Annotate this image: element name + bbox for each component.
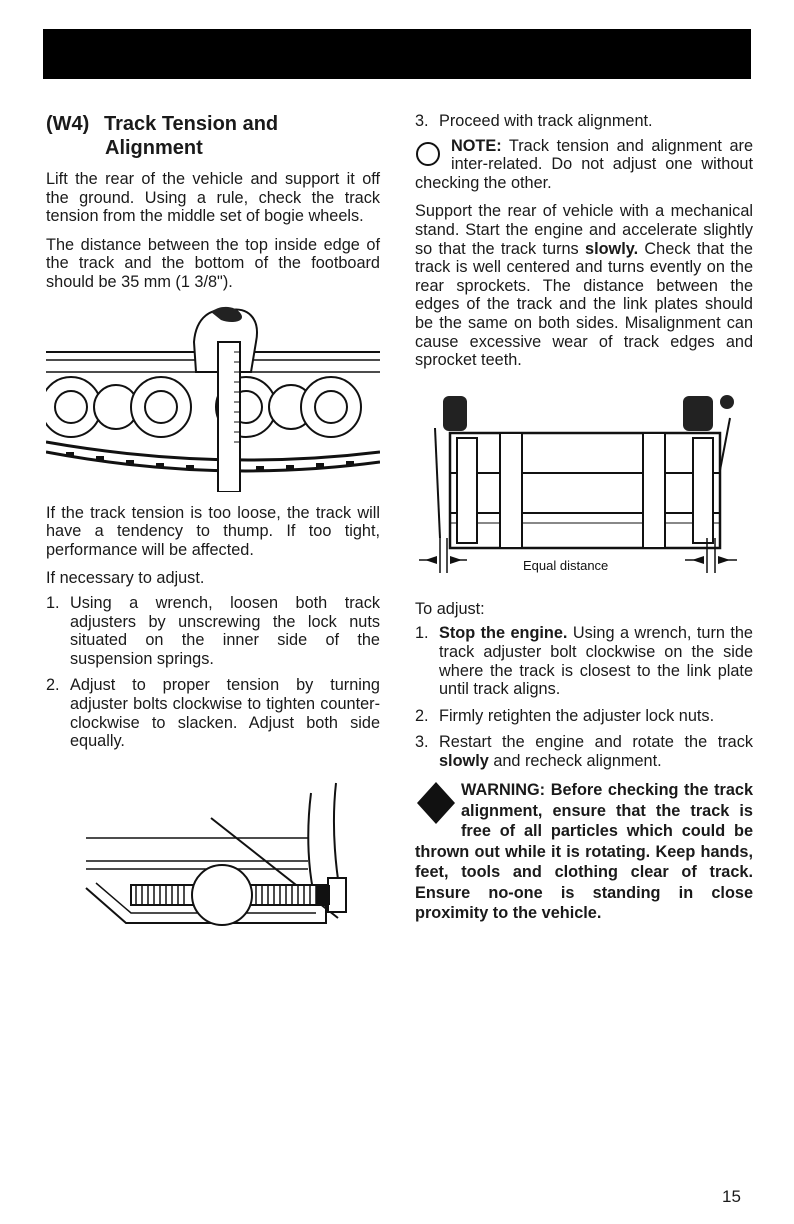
list-item: 1. Stop the engine. Using a wrench, turn the track adjuster bolt clockwise on the side where the track is closest to the link plate until track aligns.	[415, 624, 753, 699]
left-column	[46, 112, 380, 963]
paragraph-tension-effects: If the track tension is too loose, the track will have a tendency to thump. If too tight, performance will be affected.	[46, 503, 380, 559]
header-bar	[43, 29, 751, 79]
note-block	[415, 137, 753, 193]
paragraph-to-adjust: To adjust:	[415, 599, 485, 618]
adjust-steps-list	[46, 594, 380, 751]
right-column	[415, 112, 753, 924]
track-adjuster-bolt-illustration	[46, 773, 380, 963]
alignment-steps-list	[415, 624, 753, 770]
list-item: 3. Restart the engine and rotate the track slowly and recheck alignment.	[415, 733, 753, 770]
section-title-line2: Alignment	[105, 137, 203, 159]
section-heading	[46, 112, 380, 160]
step3-list	[415, 112, 753, 131]
track-tension-measurement-illustration	[46, 302, 380, 492]
section-title-line1: Track Tension and	[104, 113, 279, 135]
equal-distance-label: Equal distance	[523, 557, 609, 573]
list-item: 3. Proceed with track alignment.	[415, 112, 653, 130]
warning-text: WARNING: Before checking the track alignment, ensure that the track is free of all particles which could be thrown out while it is rotating. Keep hands, feet, tools and clothing clear of track. Ensure no-one is standing in close proximity to the vehicle.	[415, 781, 753, 923]
paragraph-distance: The distance between the top inside edge of the track and the bottom of the footboard should be 35 mm (1 3/8").	[46, 235, 380, 291]
page-number: 15	[722, 1187, 741, 1206]
warning-diamond-icon	[415, 780, 457, 826]
list-item: 1. Using a wrench, loosen both track adjusters by unscrewing the lock nuts situated on the inner side of the suspension springs.	[46, 593, 380, 668]
note-circle-icon	[415, 137, 443, 171]
list-item: 2. Adjust to proper tension by turning adjuster bolts clockwise to tighten counter-clockwise to slacken. Adjust both side equally.	[46, 676, 380, 751]
paragraph-lift: Lift the rear of the vehicle and support it off the ground. Using a rule, check the track tension from the middle set of bogie wheels.	[46, 170, 380, 226]
paragraph-support: Support the rear of vehicle with a mechanical stand. Start the engine and accelerate slightly so that the track turns slowly. Check that the track is well centered and turns evently on the rear sprockets. The distance between the edges of the track and the link plates should be the same on both sides. Misalignment can cause excessive wear of track edges and sprocket teeth.	[415, 202, 753, 370]
track-alignment-illustration	[415, 388, 753, 588]
list-item: 2. Firmly retighten the adjuster lock nuts.	[415, 706, 715, 725]
section-code: (W4)	[46, 113, 90, 135]
note-text: Track tension and alignment are inter-related. Do not adjust one without checking the other.	[415, 136, 754, 192]
warning-block	[415, 780, 753, 924]
paragraph-if-necessary: If necessary to adjust.	[46, 569, 205, 588]
note-label: NOTE:	[451, 136, 502, 155]
